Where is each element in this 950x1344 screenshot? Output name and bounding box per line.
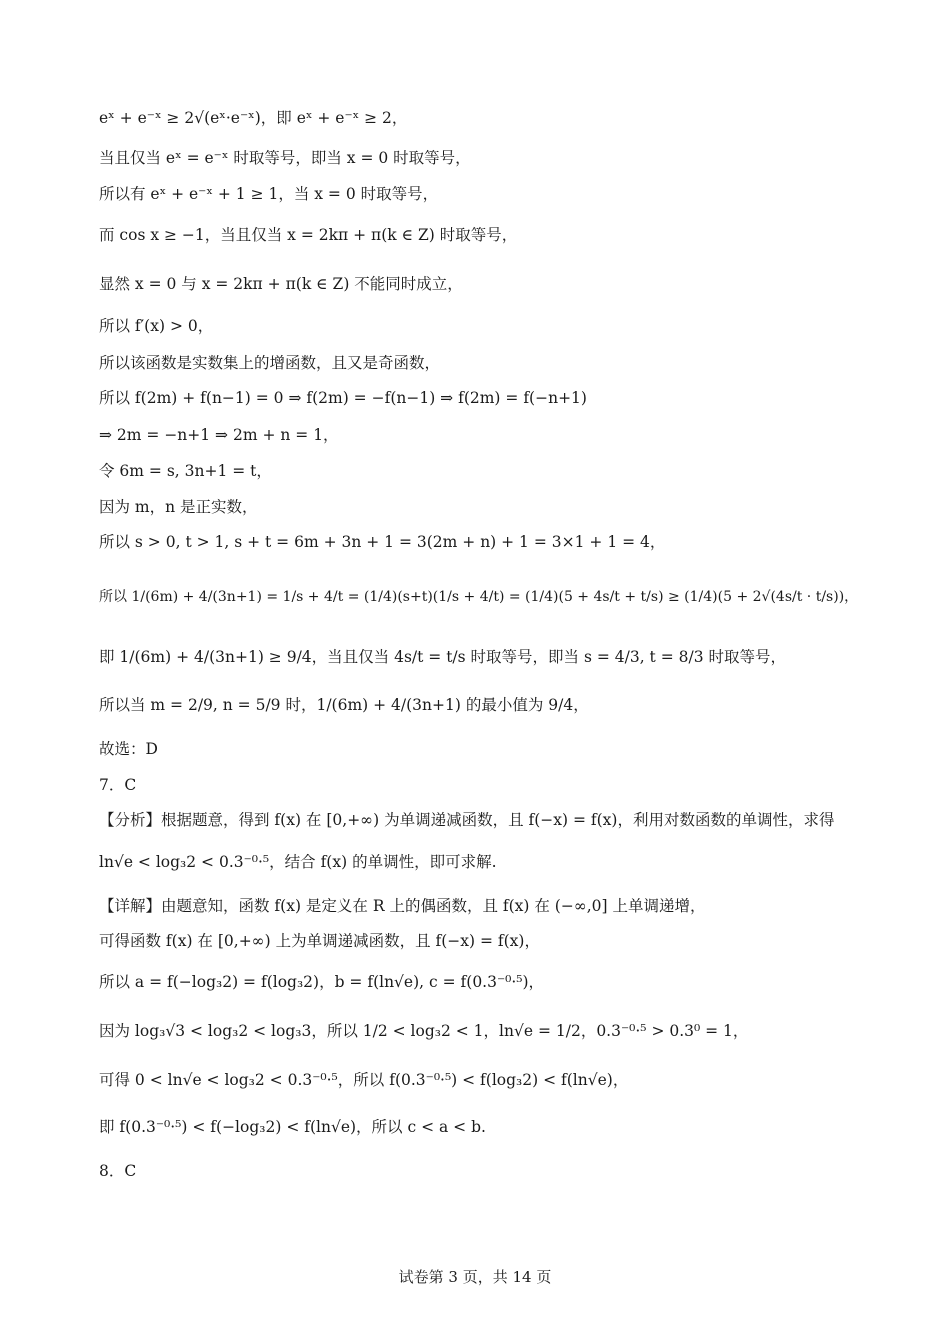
text-line: eˣ + e⁻ˣ ≥ 2√(eˣ·e⁻ˣ)，即 eˣ + e⁻ˣ ≥ 2， [99,109,408,127]
text-line: 所以当 m = 2/9, n = 5/9 时，1/(6m) + 4/(3n+1) 的最小值为 9/4， [99,696,589,714]
text-line: 可得函数 f(x) 在 [0,+∞) 上为单调递减函数，且 f(−x) = f(x)， [99,932,540,950]
detail-text: 【详解】由题意知，函数 f(x) 是定义在 R 上的偶函数，且 f(x) 在 (−∞,0] 上单调递增， [99,897,706,915]
text-line: 所以 a = f(−log₃2) = f(log₃2)，b = f(ln√e), c = f(0.3⁻⁰·⁵)， [99,973,545,991]
text-line: 即 1/(6m) + 4/(3n+1) ≥ 9/4，当且仅当 4s/t = t/s 时取等号，即当 s = 4/3, t = 8/3 时取等号， [99,648,786,666]
text-line: 因为 m，n 是正实数， [99,498,258,516]
text-line: 可得 0 < ln√e < log₃2 < 0.3⁻⁰·⁵，所以 f(0.3⁻⁰·⁵) < f(log₃2) < f(ln√e)， [99,1071,629,1089]
text-line: 所以 1/(6m) + 4/(3n+1) = 1/s + 4/t = (1/4)(s+t)(1/s + 4/t) = (1/4)(5 + 4s/t + t/s) ≥ (1/4)(5 + 2√(4s/t · t/s))， [99,589,859,605]
analysis-text: ln√e < log₃2 < 0.3⁻⁰·⁵，结合 f(x) 的单调性，即可求解. [99,853,497,871]
text-line: 而 cos x ≥ −1，当且仅当 x = 2kπ + π(k ∈ Z) 时取等号， [99,226,518,244]
text-line: 显然 x = 0 与 x = 2kπ + π(k ∈ Z) 不能同时成立， [99,275,463,293]
analysis-text: 【分析】根据题意，得到 f(x) 在 [0,+∞) 为单调递减函数，且 f(−x) = f(x)，利用对数函数的单调性，求得 [99,811,835,829]
question-number: 7．C [99,776,137,794]
text-line: ⇒ 2m = −n+1 ⇒ 2m + n = 1， [99,426,339,444]
page-footer: 试卷第 3 页，共 14 页 [398,1268,552,1286]
text-line: 令 6m = s, 3n+1 = t， [99,462,272,480]
text-line: 所以 f′(x) > 0， [99,317,214,335]
text-line: 所以 s > 0, t > 1, s + t = 6m + 3n + 1 = 3(2m + n) + 1 = 3×1 + 1 = 4， [99,533,666,551]
text-line: 所以有 eˣ + e⁻ˣ + 1 ≥ 1，当 x = 0 时取等号， [99,185,439,203]
text-line: 因为 log₃√3 < log₃2 < log₃3，所以 1/2 < log₃2 < 1，ln√e = 1/2，0.3⁻⁰·⁵ > 0.3⁰ = 1， [99,1022,749,1040]
text-line: 所以 f(2m) + f(n−1) = 0 ⇒ f(2m) = −f(n−1) ⇒ f(2m) = f(−n+1) [99,389,587,407]
text-line: 故选：D [99,740,158,758]
text-line: 所以该函数是实数集上的增函数，且又是奇函数， [99,354,441,372]
text-line: 当且仅当 eˣ = e⁻ˣ 时取等号，即当 x = 0 时取等号， [99,149,471,167]
question-number: 8．C [99,1162,137,1180]
text-line: 即 f(0.3⁻⁰·⁵) < f(−log₃2) < f(ln√e)，所以 c < a < b. [99,1118,486,1136]
